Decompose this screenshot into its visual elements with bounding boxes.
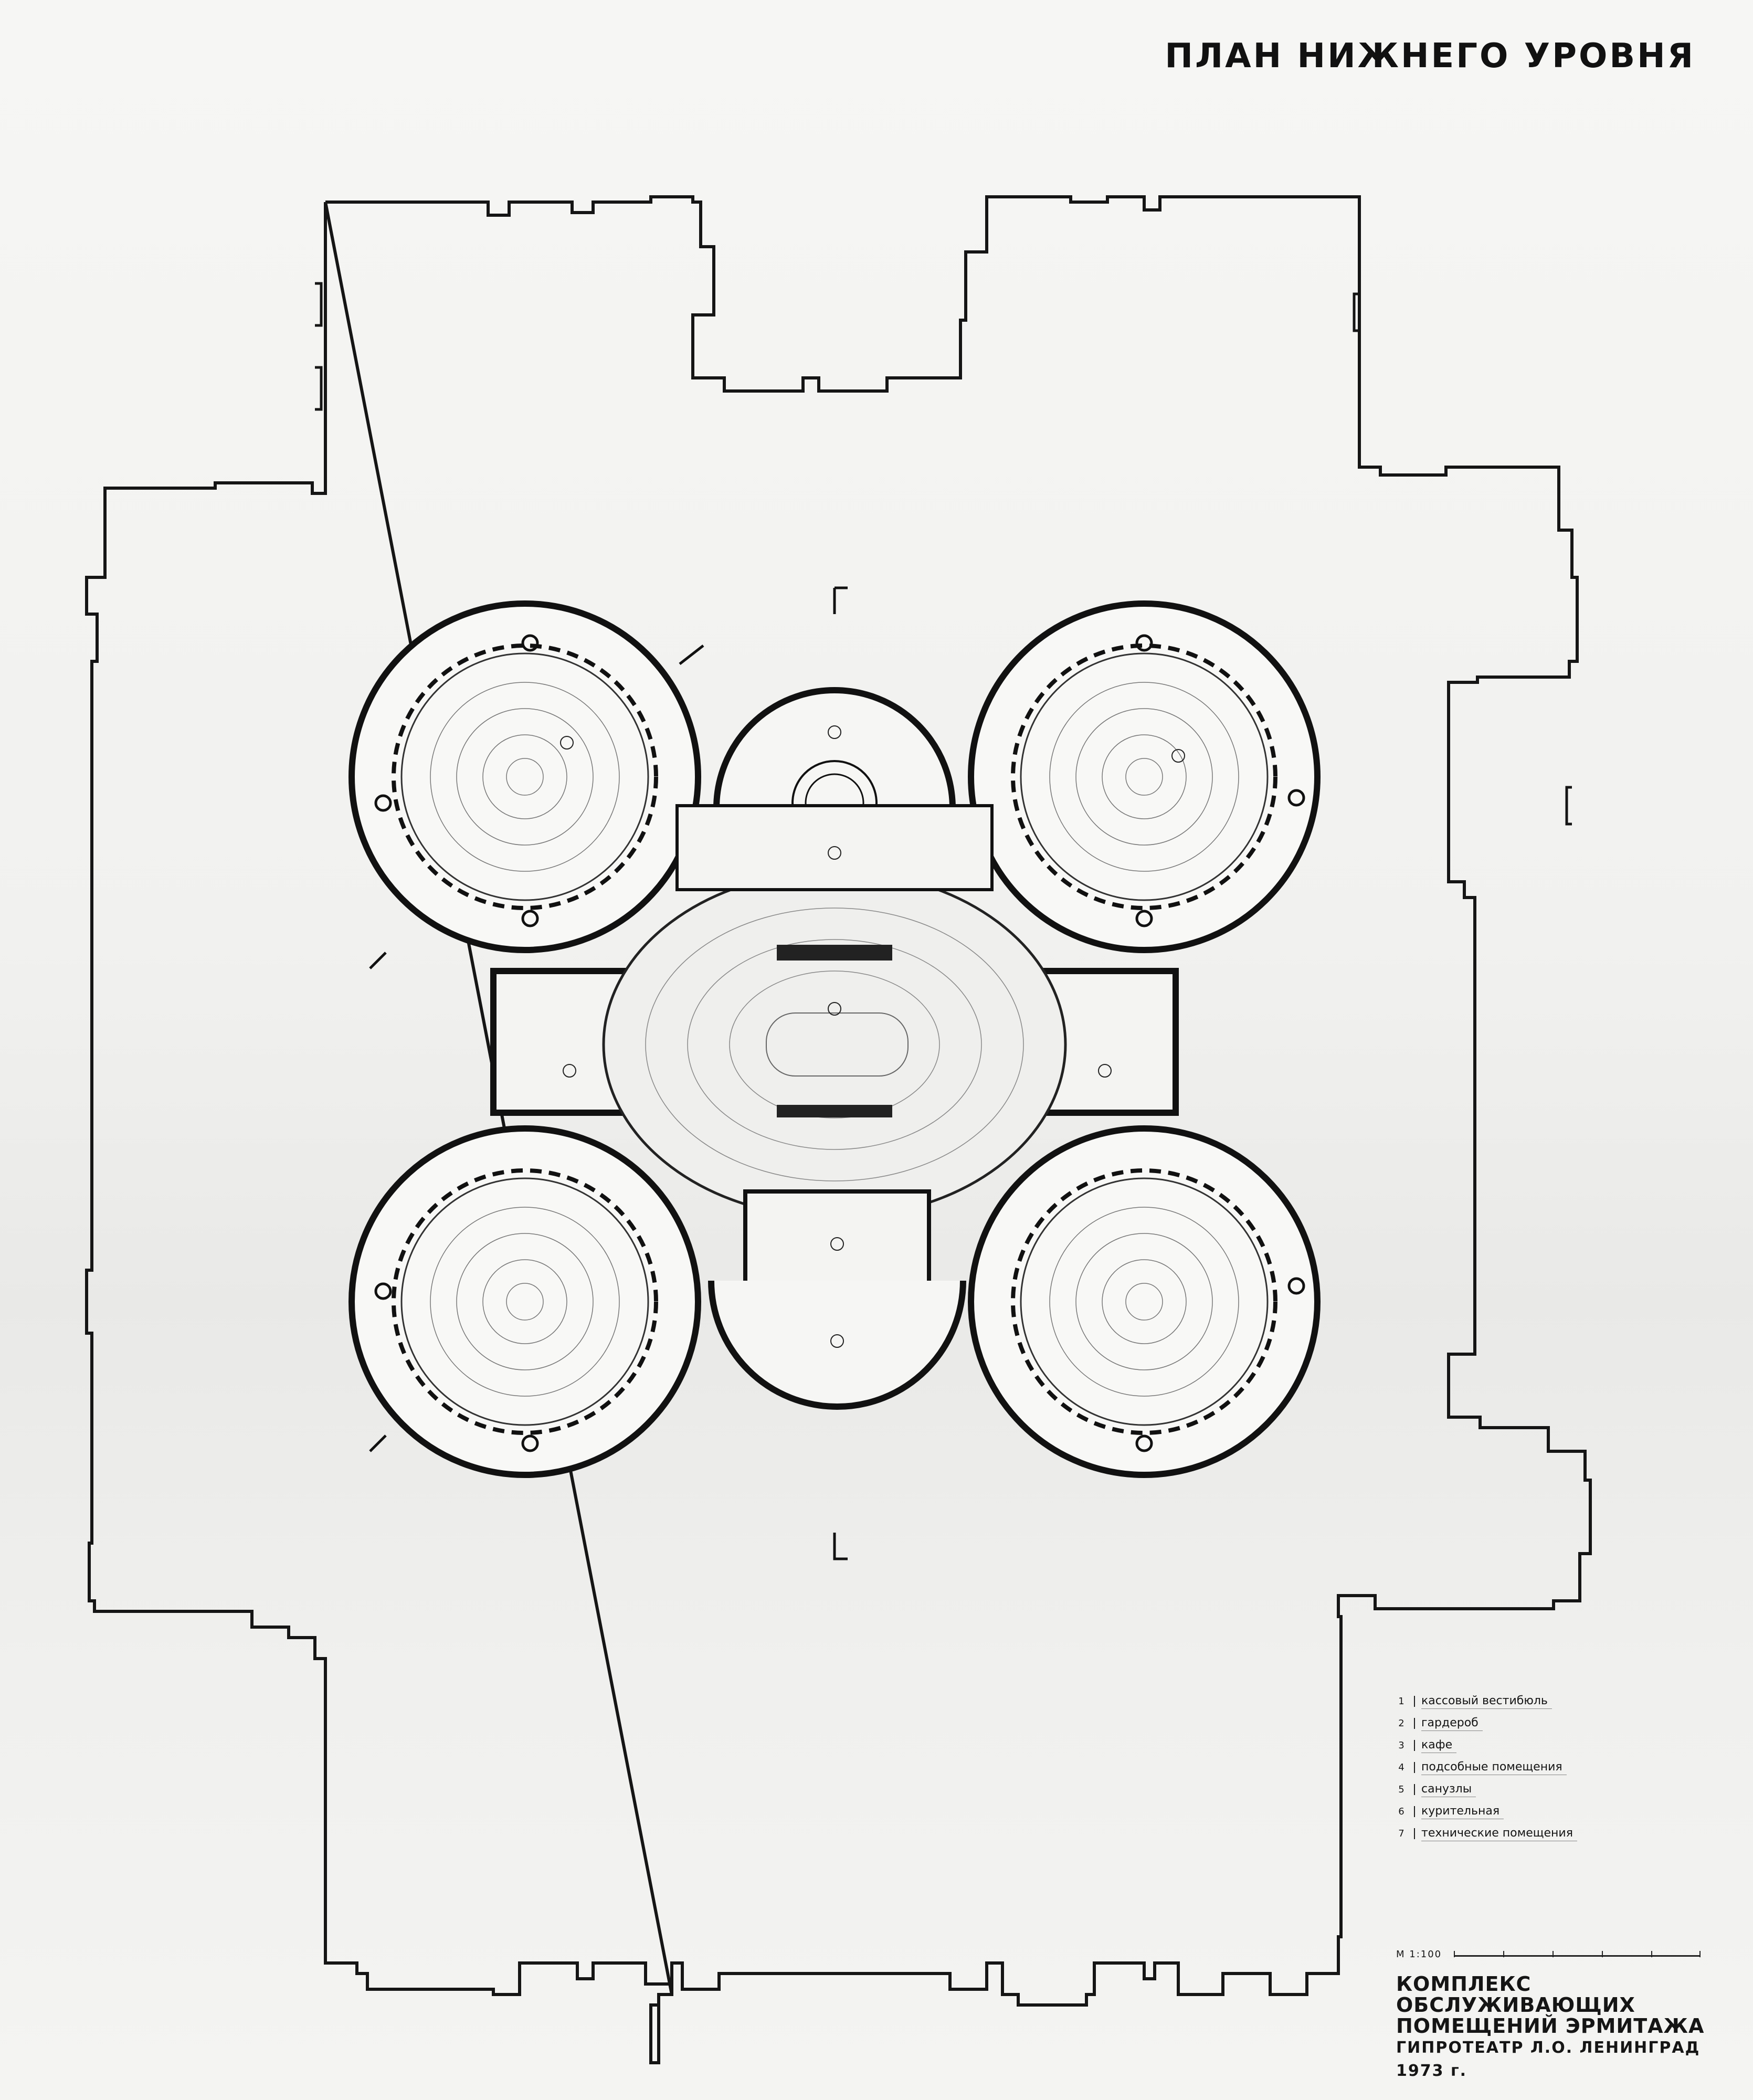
drum-bottom-left xyxy=(352,1128,698,1475)
legend-number: 6 xyxy=(1391,1806,1415,1817)
legend-label: курительная xyxy=(1421,1803,1504,1819)
drum-top-left xyxy=(352,604,698,950)
title-block xyxy=(1396,1974,1722,2083)
scale-tick xyxy=(1454,1951,1455,1957)
scale-tick xyxy=(1699,1951,1701,1957)
scale-label: М 1:100 xyxy=(1396,1949,1442,1960)
author-and-year: ГИПРОТЕАТР Л.О. ЛЕНИНГРАД 1973 г. xyxy=(1396,2039,1701,2080)
room-legend xyxy=(1391,1690,1611,1844)
drum-top-right xyxy=(971,604,1317,950)
legend-item xyxy=(1391,1734,1611,1756)
bottom-apse xyxy=(711,1191,963,1407)
legend-item xyxy=(1391,1690,1611,1712)
drum-bottom-right xyxy=(971,1128,1317,1475)
legend-number: 5 xyxy=(1391,1784,1415,1795)
legend-number: 4 xyxy=(1391,1762,1415,1773)
project-title-line2: ПОМЕЩЕНИЙ ЭРМИТАЖА xyxy=(1396,2014,1705,2038)
legend-item xyxy=(1391,1712,1611,1734)
scale-tick xyxy=(1503,1951,1504,1957)
scale-tick xyxy=(1651,1951,1652,1957)
legend-label: технические помещения xyxy=(1421,1825,1577,1841)
scale-line xyxy=(1454,1955,1701,1957)
legend-label: подсобные помещения xyxy=(1421,1759,1567,1775)
legend-item xyxy=(1391,1778,1611,1800)
scale-tick xyxy=(1553,1951,1554,1957)
legend-label: кассовый вестибюль xyxy=(1421,1693,1552,1709)
legend-item xyxy=(1391,1800,1611,1822)
legend-number: 7 xyxy=(1391,1828,1415,1839)
scale-bar xyxy=(1396,1945,1706,1966)
legend-number: 3 xyxy=(1391,1740,1415,1751)
project-title-line1: КОМПЛЕКС ОБСЛУЖИВАЮЩИХ xyxy=(1396,1972,1635,2017)
scale-tick xyxy=(1602,1951,1603,1957)
legend-label: кафе xyxy=(1421,1737,1456,1753)
legend-label: санузлы xyxy=(1421,1781,1476,1797)
legend-label: гардероб xyxy=(1421,1715,1483,1731)
legend-number: 2 xyxy=(1391,1718,1415,1729)
legend-number: 1 xyxy=(1391,1696,1415,1707)
legend-item xyxy=(1391,1756,1611,1778)
legend-item xyxy=(1391,1822,1611,1844)
sheet-title: ПЛАН НИЖНЕГО УРОВНЯ xyxy=(1165,37,1695,76)
